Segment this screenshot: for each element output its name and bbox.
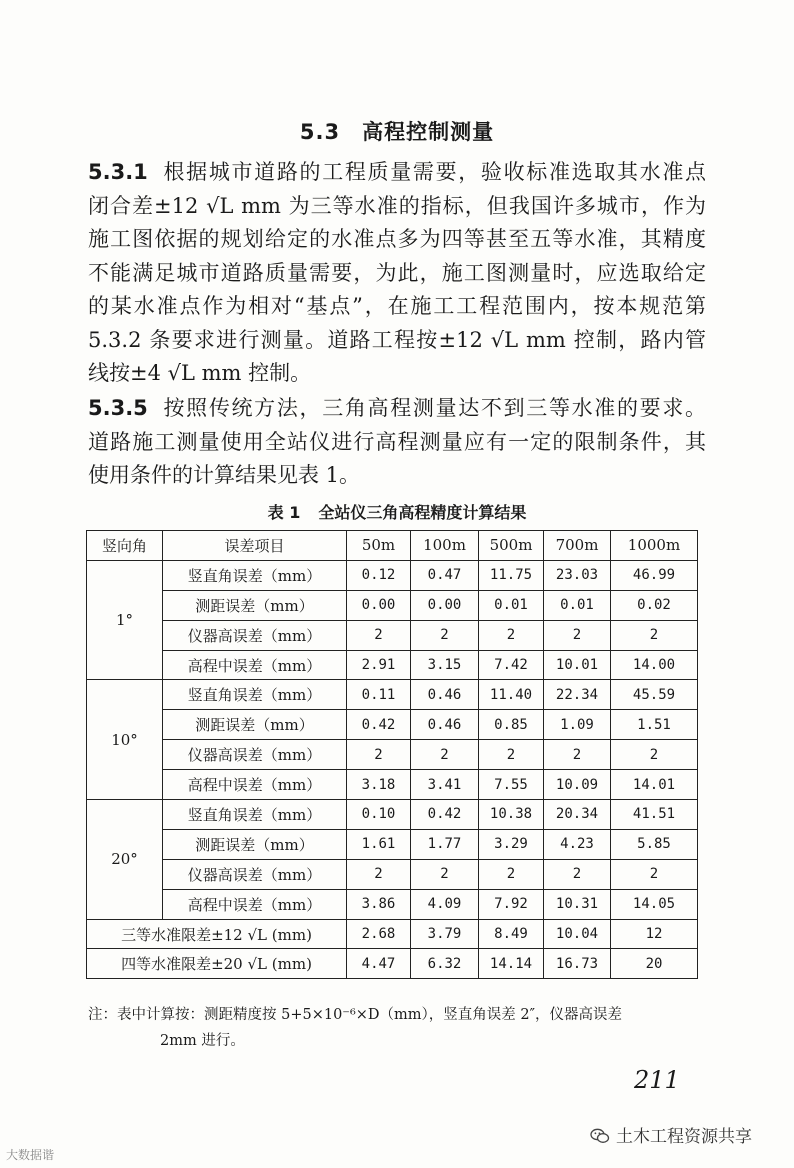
angle-cell: 20° — [87, 800, 163, 920]
item-cell: 高程中误差（mm） — [163, 650, 347, 680]
watermark-left — [6, 1146, 54, 1163]
header-distance: 50m — [347, 531, 411, 561]
text-line: 道路施工测量使用全站仪进行高程测量应有一定的限制条件，其 — [88, 429, 706, 454]
value-cell: 14.05 — [611, 889, 698, 919]
value-cell: 0.47 — [411, 560, 479, 590]
table-row — [87, 770, 698, 800]
limit-label: 三等水准限差±12 √L (mm) — [87, 919, 347, 949]
watermark-logo-text: 大数据谐 — [6, 1148, 55, 1162]
watermark-text: 土木工程资源共享 — [616, 1127, 752, 1147]
item-cell: 测距误差（mm） — [163, 590, 347, 620]
table-title: 全站仪三角高程精度计算结果 — [318, 503, 527, 522]
table-header-row — [87, 531, 698, 561]
value-cell: 3.79 — [411, 919, 479, 949]
header-item: 误差项目 — [163, 531, 347, 561]
value-cell: 45.59 — [611, 680, 698, 710]
value-cell: 4.47 — [347, 949, 411, 979]
table-row — [87, 710, 698, 740]
limit-row — [87, 919, 698, 949]
value-cell: 7.42 — [479, 650, 544, 680]
value-cell: 41.51 — [611, 800, 698, 830]
value-cell: 2 — [347, 620, 411, 650]
value-cell: 0.46 — [411, 710, 479, 740]
section-number: 5.3 — [299, 120, 341, 144]
table-row — [87, 829, 698, 859]
value-cell: 11.40 — [479, 680, 544, 710]
value-cell: 0.11 — [347, 680, 411, 710]
value-cell: 10.38 — [479, 800, 544, 830]
item-cell: 测距误差（mm） — [163, 710, 347, 740]
value-cell: 2 — [611, 859, 698, 889]
value-cell: 8.49 — [479, 919, 544, 949]
table-row — [87, 859, 698, 889]
text-line: 使用条件的计算结果见表 1。 — [88, 463, 361, 487]
note-line: 注：表中计算按：测距精度按 5+5×10⁻⁶×D（mm），竖直角误差 2″，仪器高误差 — [88, 1007, 623, 1023]
value-cell: 0.42 — [347, 710, 411, 740]
table-row — [87, 740, 698, 770]
note-line: 2mm 进行。 — [160, 1033, 245, 1049]
text-line: 闭合差±12 √L mm 为三等水准的指标，但我国许多城市，作为 — [88, 193, 706, 218]
value-cell: 2 — [479, 740, 544, 770]
table-row — [87, 680, 698, 710]
value-cell: 14.00 — [611, 650, 698, 680]
value-cell: 3.15 — [411, 650, 479, 680]
value-cell: 2 — [411, 620, 479, 650]
value-cell: 3.18 — [347, 770, 411, 800]
value-cell: 2 — [544, 620, 611, 650]
value-cell: 7.55 — [479, 770, 544, 800]
clause-5-3-5 — [88, 392, 706, 493]
item-cell: 竖直角误差（mm） — [163, 800, 347, 830]
value-cell: 3.86 — [347, 889, 411, 919]
header-distance: 500m — [479, 531, 544, 561]
header-distance: 700m — [544, 531, 611, 561]
limit-row — [87, 949, 698, 979]
value-cell: 0.12 — [347, 560, 411, 590]
wechat-icon — [590, 1128, 610, 1144]
value-cell: 0.42 — [411, 800, 479, 830]
value-cell: 16.73 — [544, 949, 611, 979]
text-line: 的某水准点作为相对“基点”，在施工工程范围内，按本规范第 — [88, 294, 706, 318]
text-line: 5.3.2 条要求进行测量。道路工程按±12 √L mm 控制，路内管 — [88, 327, 706, 352]
value-cell: 10.31 — [544, 889, 611, 919]
page-number: 211 — [634, 1066, 680, 1094]
item-cell: 高程中误差（mm） — [163, 770, 347, 800]
precision-table — [86, 530, 698, 979]
value-cell: 2.68 — [347, 919, 411, 949]
value-cell: 10.01 — [544, 650, 611, 680]
value-cell: 0.02 — [611, 590, 698, 620]
text-line: 不能满足城市道路质量需要，为此，施工图测量时，应选取给定 — [88, 260, 706, 285]
value-cell: 0.00 — [347, 590, 411, 620]
value-cell: 1.51 — [611, 710, 698, 740]
value-cell: 2 — [544, 859, 611, 889]
value-cell: 0.85 — [479, 710, 544, 740]
item-cell: 竖直角误差（mm） — [163, 680, 347, 710]
value-cell: 20.34 — [544, 800, 611, 830]
table-row — [87, 590, 698, 620]
clause-5-3-1 — [88, 156, 706, 391]
item-cell: 测距误差（mm） — [163, 829, 347, 859]
value-cell: 3.41 — [411, 770, 479, 800]
value-cell: 0.01 — [544, 590, 611, 620]
item-cell: 仪器高误差（mm） — [163, 859, 347, 889]
text-line: 按照传统方法，三角高程测量达不到三等水准的要求。 — [161, 396, 706, 420]
value-cell: 2.91 — [347, 650, 411, 680]
value-cell: 46.99 — [611, 560, 698, 590]
value-cell: 4.09 — [411, 889, 479, 919]
value-cell: 20 — [611, 949, 698, 979]
value-cell: 0.10 — [347, 800, 411, 830]
section-heading — [0, 116, 794, 146]
value-cell: 12 — [611, 919, 698, 949]
limit-label: 四等水准限差±20 √L (mm) — [87, 949, 347, 979]
table-row — [87, 620, 698, 650]
value-cell: 2 — [347, 859, 411, 889]
item-cell: 高程中误差（mm） — [163, 889, 347, 919]
item-cell: 竖直角误差（mm） — [163, 560, 347, 590]
value-cell: 5.85 — [611, 829, 698, 859]
header-distance: 1000m — [611, 531, 698, 561]
value-cell: 2 — [611, 740, 698, 770]
value-cell: 7.92 — [479, 889, 544, 919]
table-row — [87, 800, 698, 830]
value-cell: 6.32 — [411, 949, 479, 979]
value-cell: 1.61 — [347, 829, 411, 859]
text-line: 施工图依据的规划给定的水准点多为四等甚至五等水准，其精度 — [88, 227, 706, 251]
table-row — [87, 889, 698, 919]
header-distance: 100m — [411, 531, 479, 561]
table-caption — [0, 500, 794, 523]
section-title: 高程控制测量 — [362, 120, 495, 144]
value-cell: 3.29 — [479, 829, 544, 859]
value-cell: 22.34 — [544, 680, 611, 710]
header-angle: 竖向角 — [87, 531, 163, 561]
table-row — [87, 560, 698, 590]
table-row — [87, 650, 698, 680]
value-cell: 10.09 — [544, 770, 611, 800]
clause-id: 5.3.5 — [88, 396, 148, 420]
value-cell: 0.01 — [479, 590, 544, 620]
item-cell: 仪器高误差（mm） — [163, 620, 347, 650]
value-cell: 2 — [611, 620, 698, 650]
value-cell: 2 — [347, 740, 411, 770]
value-cell: 1.77 — [411, 829, 479, 859]
value-cell: 2 — [479, 859, 544, 889]
value-cell: 4.23 — [544, 829, 611, 859]
value-cell: 0.00 — [411, 590, 479, 620]
value-cell: 14.14 — [479, 949, 544, 979]
table-note — [88, 1002, 708, 1054]
value-cell: 2 — [544, 740, 611, 770]
angle-cell: 10° — [87, 680, 163, 800]
value-cell: 1.09 — [544, 710, 611, 740]
value-cell: 2 — [411, 859, 479, 889]
value-cell: 10.04 — [544, 919, 611, 949]
table-number: 表 1 — [267, 503, 301, 522]
value-cell: 0.46 — [411, 680, 479, 710]
value-cell: 2 — [411, 740, 479, 770]
clause-id: 5.3.1 — [88, 160, 148, 184]
text-line: 根据城市道路的工程质量需要，验收标准选取其水准点 — [161, 160, 706, 184]
item-cell: 仪器高误差（mm） — [163, 740, 347, 770]
value-cell: 11.75 — [479, 560, 544, 590]
value-cell: 14.01 — [611, 770, 698, 800]
text-line: 线按±4 √L mm 控制。 — [88, 361, 312, 385]
value-cell: 2 — [479, 620, 544, 650]
value-cell: 23.03 — [544, 560, 611, 590]
angle-cell: 1° — [87, 560, 163, 680]
watermark-right — [590, 1122, 752, 1147]
